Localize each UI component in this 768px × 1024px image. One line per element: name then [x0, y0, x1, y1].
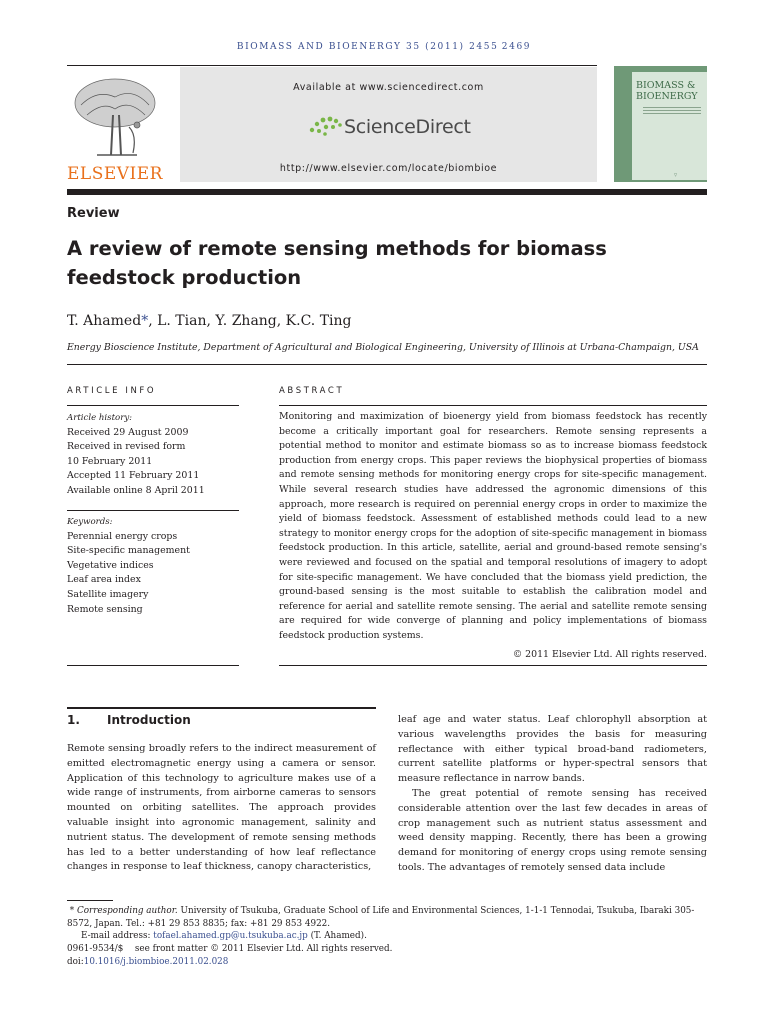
email-footnote	[81, 930, 707, 943]
section-rule	[67, 707, 376, 709]
intro-paragraph: Remote sensing broadly refers to the indirect measurement of emitted electromagnetic energy using a camera or sensor. Application of this technology to agriculture makes use of a wide range of instruments, from airborne cameras to sensors mounted on orbiting satellites. The approach provides valuable insight into agronomic management, salinity and nutrient status. The development of remote sensing methods has led to a better understanding of how leaf reflectance changes in response to leaf thickness, canopy characteristics,	[67, 743, 376, 873]
intro-column-right	[398, 713, 707, 876]
elsevier-wordmark: ELSEVIER	[67, 164, 163, 184]
history-entry: Accepted 11 February 2011	[67, 470, 200, 482]
abstract-body	[279, 410, 707, 644]
footnote-rule	[67, 900, 113, 901]
author-list	[67, 313, 352, 329]
keyword: Satellite imagery	[67, 588, 149, 600]
history-entry: 10 February 2011	[67, 455, 153, 467]
footnote-star: *	[69, 906, 75, 916]
keywords	[67, 515, 239, 617]
journal-citation: BIOMASS AND BIOENERGY 35 (2011) 2455 2469	[236, 42, 532, 52]
article-info-rule-top	[67, 405, 239, 406]
sciencedirect-wordmark[interactable]: ScienceDirect	[344, 116, 471, 138]
elsevier-tree-logo	[67, 75, 163, 163]
header-top-rule	[67, 65, 597, 66]
journal-homepage-url[interactable]: http://www.elsevier.com/locate/biombioe	[279, 163, 498, 174]
intro-column-left	[67, 742, 376, 875]
corresponding-author-address: University of Tsukuba, Graduate School of Life and Environmental Sciences, 1-1-1 Tennodai, Tsukuba, Ibaraki 305-8572, Japan. Tel.: +81 29 853 8835; fax: +81 29 853 4922.	[67, 906, 695, 929]
section-title: Introduction	[107, 713, 191, 727]
doi-link[interactable]: 10.1016/j.biombioe.2011.02.028	[83, 957, 229, 967]
corresponding-author-footnote	[67, 905, 707, 930]
journal-cover-title: BIOMASS & BIOENERGY	[636, 80, 698, 102]
header-thick-rule	[67, 189, 707, 195]
abstract-heading: ABSTRACT	[279, 386, 345, 396]
article-history	[67, 411, 239, 499]
issn-line: 0961-9534/$ see front matter © 2011 Elsevier Ltd. All rights reserved.	[67, 944, 393, 954]
article-type: Review	[67, 206, 120, 221]
intro-paragraph: The great potential of remote sensing has received considerable attention over the last few decades in areas of crop management such as nutrient status assessment and weed density mapping. Recently, there has been a growing demand for monitoring of energy crops using remote sensing tools. The advantages of remotely sensed data include	[398, 787, 707, 873]
email-link[interactable]: tofael.ahamed.gp@u.tsukuba.ac.jp	[153, 931, 308, 941]
article-title: A review of remote sensing methods for biomass feedstock production	[67, 237, 607, 289]
history-entry: Received 29 August 2009	[67, 426, 189, 438]
abstract-rule-top	[279, 405, 707, 406]
history-entry: Received in revised form	[67, 441, 186, 453]
abstract-rule-bottom	[279, 665, 707, 666]
section-heading-introduction	[67, 713, 191, 727]
doi-label: doi:	[67, 957, 84, 967]
keyword: Perennial energy crops	[67, 530, 178, 542]
article-info-heading: ARTICLE INFO	[67, 386, 157, 396]
abstract-text: Monitoring and maximization of bioenergy yield from biomass feedstock has recently become a critically important goal for researchers. Remote sensing represents a potential method to monitor and estimate biomass so as to increase biomass feedstock production from energy crops. This paper reviews the biophysical properties of biomass and remote sensing methods for monitoring energy crops for site-specific management. While several research studies have addressed the agronomic dimensions of this approach, more research is required on perennial energy crops in order to maximize the yield of biomass feedstock. Assessment of established methods could lead to a new strategy to monitor energy crops for the adoption of site-specific management in biomass feedstock production. In this article, satellite, aerial and ground-based remote sensing's were reviewed and focused on the spatial and temporal resolutions of imagery to adopt for site-specific management. We have concluded that the biomass yield prediction, the ground-based sensing is the most suitable to establish the calibration model and reference for aerial and satellite remote sensing. The aerial and satellite remote sensing are required for wide converge of planning and policy implementations of biomass feedstock production systems.	[279, 411, 707, 641]
affiliation: Energy Bioscience Institute, Department of Agricultural and Biological Engineering, University of Illinois at Urbana-Champaign, USA	[67, 342, 699, 353]
doi-line	[67, 956, 707, 969]
journal-cover-publisher-mark: ▽	[674, 172, 678, 177]
article-info-rule-bottom	[67, 665, 239, 666]
corresponding-author-marker[interactable]: *	[141, 313, 149, 329]
first-author[interactable]: T. Ahamed	[67, 313, 142, 329]
article-info-rule-mid	[67, 510, 239, 511]
sciencedirect-leaf-icon	[306, 112, 344, 140]
keyword: Site-specific management	[67, 545, 190, 557]
history-entry: Available online 8 April 2011	[67, 484, 205, 496]
email-label: E-mail address:	[81, 931, 151, 941]
keywords-label: Keywords:	[67, 517, 113, 527]
journal-cover-subtitle-lines	[643, 107, 701, 114]
corresponding-author-label: Corresponding author.	[77, 906, 178, 916]
intro-paragraph: leaf age and water status. Leaf chlorophyll absorption at various wavelengths provides the basis for measuring reflectance with either typical broad-band radiometers, current satellite platforms or hyper-spectral sensors that measure reflectance in narrow bands.	[398, 714, 707, 785]
keyword: Remote sensing	[67, 603, 143, 615]
co-authors: , L. Tian, Y. Zhang, K.C. Ting	[148, 313, 352, 329]
section-number: 1.	[67, 713, 80, 727]
available-at-text: Available at www.sciencedirect.com	[293, 82, 484, 93]
keyword: Vegetative indices	[67, 559, 154, 571]
keyword: Leaf area index	[67, 574, 141, 586]
email-suffix: (T. Ahamed).	[310, 931, 367, 941]
copyright-notice: © 2011 Elsevier Ltd. All rights reserved.	[512, 649, 707, 660]
title-separator	[67, 364, 707, 365]
article-history-label: Article history:	[67, 413, 133, 423]
